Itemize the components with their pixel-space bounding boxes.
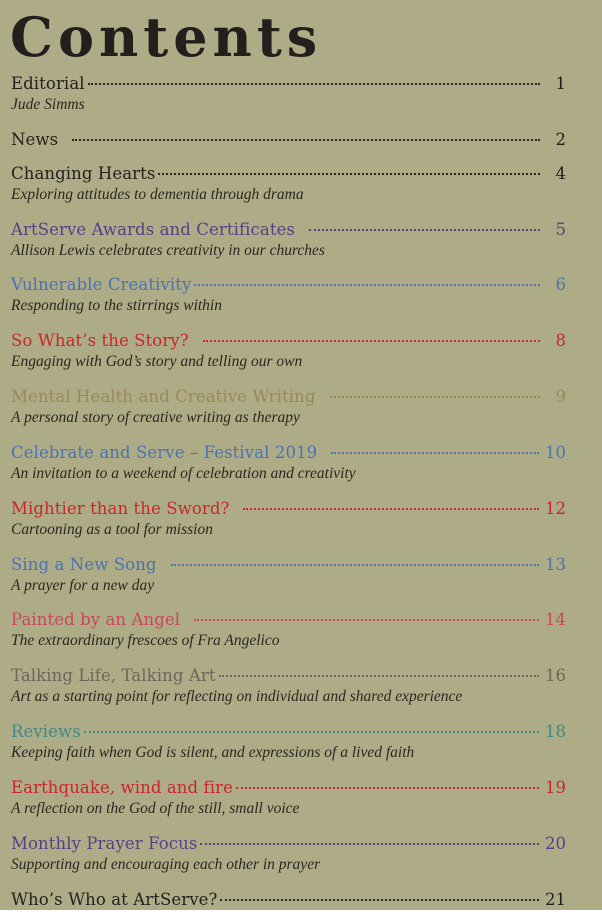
dot-leader — [243, 508, 539, 510]
toc-entry-heading-row — [11, 609, 566, 631]
toc-entry-title[interactable]: Editorial — [11, 74, 85, 93]
toc-entry-page-number: 13 — [545, 555, 566, 574]
toc-entry-subtitle: Art as a starting point for reflecting on individual and shared experience — [11, 688, 463, 705]
toc-entry-heading-row — [11, 889, 566, 911]
toc-entry-title[interactable]: Celebrate and Serve – Festival 2019 — [11, 443, 318, 462]
dot-leader — [330, 396, 540, 398]
toc-entry-heading-row — [11, 163, 566, 185]
toc-entry-page-number: 14 — [545, 610, 566, 629]
dot-leader — [219, 675, 539, 677]
dot-leader — [236, 787, 539, 789]
toc-entry-news[interactable] — [11, 129, 566, 151]
dot-leader — [194, 619, 539, 621]
dot-leader — [84, 731, 539, 733]
toc-entry-page-number: 21 — [545, 890, 566, 909]
toc-entry-heading-row — [11, 129, 566, 151]
toc-entry-so-whats-the-story[interactable] — [11, 330, 566, 372]
toc-entry-heading-row — [11, 442, 566, 464]
dot-leader — [171, 564, 539, 566]
toc-entry-heading-row — [11, 554, 566, 576]
toc-entry-page-number: 6 — [555, 275, 566, 294]
page-title: Contents — [10, 5, 323, 69]
toc-entry-painted-by-an-angel[interactable] — [11, 609, 566, 651]
toc-entry-monthly-prayer-focus[interactable] — [11, 833, 566, 875]
toc-entry-title[interactable]: Earthquake, wind and fire — [11, 778, 233, 797]
dot-leader — [72, 139, 540, 141]
toc-entry-subtitle: Cartooning as a tool for mission — [11, 521, 213, 538]
toc-entry-page-number: 4 — [555, 164, 566, 183]
toc-entry-subtitle: Keeping faith when God is silent, and expressions of a lived faith — [11, 744, 415, 761]
toc-entry-title[interactable]: Mental Health and Creative Writing — [11, 387, 316, 406]
toc-entry-heading-row — [11, 665, 566, 687]
toc-entry-whos-who[interactable] — [11, 889, 566, 911]
toc-entry-subtitle: Responding to the stirrings within — [11, 297, 222, 314]
toc-entry-subtitle: Supporting and encouraging each other in prayer — [11, 856, 321, 873]
toc-entry-title[interactable]: Painted by an Angel — [11, 610, 181, 629]
toc-entry-title[interactable]: Vulnerable Creativity — [11, 275, 192, 294]
toc-entry-title[interactable]: Changing Hearts — [11, 164, 156, 183]
dot-leader — [220, 899, 539, 901]
toc-entry-title[interactable]: Sing a New Song — [11, 555, 157, 574]
toc-entry-subtitle: The extraordinary frescoes of Fra Angelico — [11, 632, 280, 649]
toc-entry-subtitle: An invitation to a weekend of celebration and creativity — [11, 465, 356, 482]
toc-entry-title[interactable]: ArtServe Awards and Certificates — [11, 220, 295, 239]
toc-entry-page-number: 2 — [555, 130, 566, 149]
toc-entry-heading-row — [11, 386, 566, 408]
dot-leader — [88, 83, 540, 85]
dot-leader — [158, 173, 540, 175]
toc-entry-title[interactable]: Talking Life, Talking Art — [11, 666, 216, 685]
toc-entry-page-number: 20 — [545, 834, 566, 853]
toc-entry-page-number: 18 — [545, 722, 566, 741]
toc-entry-title[interactable]: News — [11, 130, 59, 149]
toc-entry-mightier-than-the-sword[interactable] — [11, 498, 566, 540]
toc-entry-page-number: 10 — [545, 443, 566, 462]
toc-entry-page-number: 5 — [555, 220, 566, 239]
toc-entry-title[interactable]: Mightier than the Sword? — [11, 499, 230, 518]
toc-entry-title[interactable]: Reviews — [11, 722, 81, 741]
toc-entry-talking-life-talking-art[interactable] — [11, 665, 566, 707]
toc-entry-sing-a-new-song[interactable] — [11, 554, 566, 596]
toc-entry-subtitle: Jude Simms — [11, 96, 85, 113]
dot-leader — [309, 229, 540, 231]
toc-entry-title[interactable]: So What’s the Story? — [11, 331, 189, 350]
toc-entry-page-number: 12 — [545, 499, 566, 518]
toc-entry-heading-row — [11, 777, 566, 799]
toc-entry-subtitle: Engaging with God’s story and telling our own — [11, 353, 303, 370]
dot-leader — [200, 843, 539, 845]
toc-entry-celebrate-and-serve[interactable] — [11, 442, 566, 484]
toc-entry-heading-row — [11, 330, 566, 352]
toc-entry-page-number: 9 — [555, 387, 566, 406]
toc-entry-artserve-awards[interactable] — [11, 219, 566, 261]
toc-entry-mental-health[interactable] — [11, 386, 566, 428]
toc-entry-title[interactable]: Who’s Who at ArtServe? — [11, 890, 218, 909]
dot-leader — [194, 284, 540, 286]
toc-entry-heading-row — [11, 73, 566, 95]
toc-entry-subtitle: Exploring attitudes to dementia through drama — [11, 186, 304, 203]
toc-entry-page-number: 8 — [555, 331, 566, 350]
toc-entry-editorial[interactable] — [11, 73, 566, 115]
toc-entry-page-number: 16 — [545, 666, 566, 685]
toc-entry-subtitle: A personal story of creative writing as therapy — [11, 409, 300, 426]
toc-entry-changing-hearts[interactable] — [11, 163, 566, 205]
toc-entry-subtitle: Allison Lewis celebrates creativity in our churches — [11, 242, 325, 259]
toc-entry-earthquake-wind-and-fire[interactable] — [11, 777, 566, 819]
toc-entry-reviews[interactable] — [11, 721, 566, 763]
toc-entry-subtitle: A reflection on the God of the still, small voice — [11, 800, 300, 817]
toc-entry-heading-row — [11, 721, 566, 743]
toc-entry-page-number: 19 — [545, 778, 566, 797]
toc-entry-page-number: 1 — [555, 74, 566, 93]
toc-entry-heading-row — [11, 833, 566, 855]
dot-leader — [331, 452, 539, 454]
toc-entry-vulnerable-creativity[interactable] — [11, 274, 566, 316]
dot-leader — [203, 340, 540, 342]
toc-entry-heading-row — [11, 498, 566, 520]
toc-entry-title[interactable]: Monthly Prayer Focus — [11, 834, 198, 853]
toc-entry-heading-row — [11, 219, 566, 241]
toc-entry-heading-row — [11, 274, 566, 296]
toc-entry-subtitle: A prayer for a new day — [11, 577, 155, 594]
